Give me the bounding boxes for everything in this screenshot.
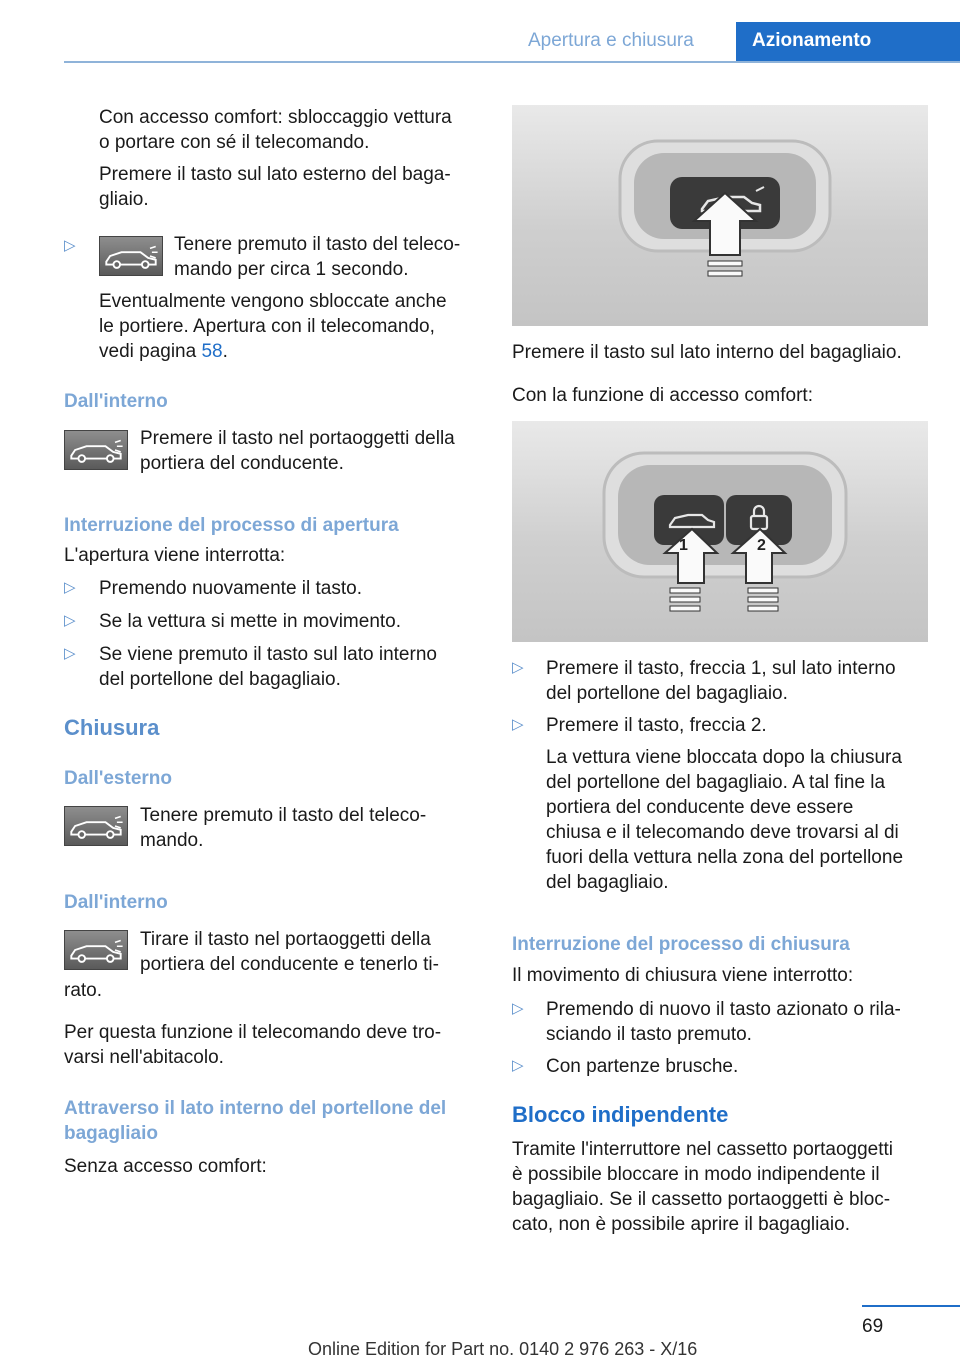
arrow-label-2: 2 xyxy=(757,537,766,554)
paragraph: Tenere premuto il tasto del teleco- xyxy=(140,805,427,826)
bullet-marker: ▷ xyxy=(64,645,76,662)
paragraph: Il movimento di chiusura viene interrotto: xyxy=(512,965,854,986)
paragraph: le portiere. Apertura con il telecomando, xyxy=(99,316,435,337)
bullet-marker: ▷ xyxy=(512,1057,524,1074)
subheading: Attraverso il lato interno del portellone del xyxy=(64,1098,447,1119)
paragraph: Premere il tasto nel portaoggetti della xyxy=(140,428,455,449)
list-item: sciando il tasto premuto. xyxy=(546,1024,752,1045)
subheading: Interruzione del processo di chiusura xyxy=(512,934,850,955)
paragraph: Premere il tasto sul lato esterno del baga- xyxy=(99,164,451,185)
subheading: Dall'interno xyxy=(64,391,168,412)
subheading: Interruzione del processo di apertura xyxy=(64,515,399,536)
list-item-text: Tenere premuto il tasto del teleco- xyxy=(174,234,461,255)
bullet-marker: ▷ xyxy=(64,237,76,254)
paragraph: è possibile bloccare in modo indipendente il xyxy=(512,1164,880,1185)
car-trunk-key-icon xyxy=(64,430,128,470)
bullet-marker: ▷ xyxy=(512,1000,524,1017)
bullet-marker: ▷ xyxy=(512,659,524,676)
section-heading: Blocco indipendente xyxy=(512,1102,729,1127)
paragraph: Senza accesso comfort: xyxy=(64,1156,267,1177)
trunk-button-figure xyxy=(512,105,928,326)
bullet-marker: ▷ xyxy=(64,612,76,629)
car-trunk-key-icon xyxy=(99,236,163,276)
paragraph: Tramite l'interruttore nel cassetto portaoggetti xyxy=(512,1139,893,1160)
paragraph: portiera del conducente. xyxy=(140,453,344,474)
figure-caption: Premere il tasto sul lato interno del bagagliaio. xyxy=(512,342,902,363)
paragraph: gliaio. xyxy=(99,189,149,210)
header-tab: Azionamento xyxy=(736,22,960,62)
section-heading: Chiusura xyxy=(64,715,160,740)
list-item: Con partenze brusche. xyxy=(546,1056,739,1077)
paragraph: L'apertura viene interrotta: xyxy=(64,545,286,566)
bullet-marker: ▷ xyxy=(512,716,524,733)
list-item: Premendo nuovamente il tasto. xyxy=(99,578,362,599)
list-item: Premendo di nuovo il tasto azionato o rila- xyxy=(546,999,901,1020)
header-section-title: Apertura e chiusura xyxy=(528,30,694,51)
paragraph: Eventualmente vengono sbloccate anche xyxy=(99,291,447,312)
paragraph: Per questa funzione il telecomando deve tro- xyxy=(64,1022,442,1043)
arrow-label-1: 1 xyxy=(679,537,688,554)
list-item: del portellone del bagagliaio. xyxy=(546,683,788,704)
paragraph: bagagliaio. Se il cassetto portaoggetti è bloc- xyxy=(512,1189,891,1210)
footer-edition: Online Edition for Part no. 0140 2 976 263 - X/16 xyxy=(308,1339,698,1359)
list-item-text: mando per circa 1 secondo. xyxy=(174,259,409,280)
list-item: del portellone del bagagliaio. xyxy=(99,669,341,690)
list-item: Premere il tasto, freccia 2. xyxy=(546,715,767,736)
subheading: Dall'esterno xyxy=(64,768,172,789)
paragraph: cato, non è possibile aprire il bagagliaio. xyxy=(512,1214,850,1235)
bullet-marker: ▷ xyxy=(64,579,76,596)
car-trunk-key-icon xyxy=(64,806,128,846)
list-item-detail: portiera del conducente deve essere xyxy=(546,797,854,818)
paragraph: varsi nell'abitacolo. xyxy=(64,1047,224,1068)
list-item-detail: La vettura viene bloccata dopo la chiusura xyxy=(546,747,902,768)
list-item-detail: del bagagliaio. xyxy=(546,872,669,893)
subheading: Dall'interno xyxy=(64,892,168,913)
list-item: Premere il tasto, freccia 1, sul lato interno xyxy=(546,658,896,679)
page-link[interactable]: 58 xyxy=(201,341,223,362)
paragraph: Con accesso comfort: sbloccaggio vettura xyxy=(99,107,452,128)
header-divider xyxy=(64,61,960,63)
list-item: Se la vettura si mette in movimento. xyxy=(99,611,402,632)
paragraph: Tirare il tasto nel portaoggetti della xyxy=(140,929,431,950)
footer-divider xyxy=(862,1305,960,1307)
paragraph: Con la funzione di accesso comfort: xyxy=(512,385,813,406)
paragraph: portiera del conducente e tenerlo ti- xyxy=(140,954,439,975)
subheading: bagagliaio xyxy=(64,1123,158,1144)
page-number: 69 xyxy=(862,1316,884,1337)
car-trunk-key-icon xyxy=(64,930,128,970)
paragraph: vedi pagina 58. xyxy=(99,341,228,362)
list-item: Se viene premuto il tasto sul lato interno xyxy=(99,644,437,665)
trunk-buttons-comfort-figure xyxy=(512,421,928,642)
paragraph: rato. xyxy=(64,980,103,1001)
list-item-detail: del portellone del bagagliaio. A tal fine la xyxy=(546,772,886,793)
list-item-detail: chiusa e il telecomando deve trovarsi al di xyxy=(546,822,899,843)
paragraph: o portare con sé il telecomando. xyxy=(99,132,370,153)
list-item-detail: fuori della vettura nella zona del portellone xyxy=(546,847,904,868)
paragraph: mando. xyxy=(140,830,204,851)
